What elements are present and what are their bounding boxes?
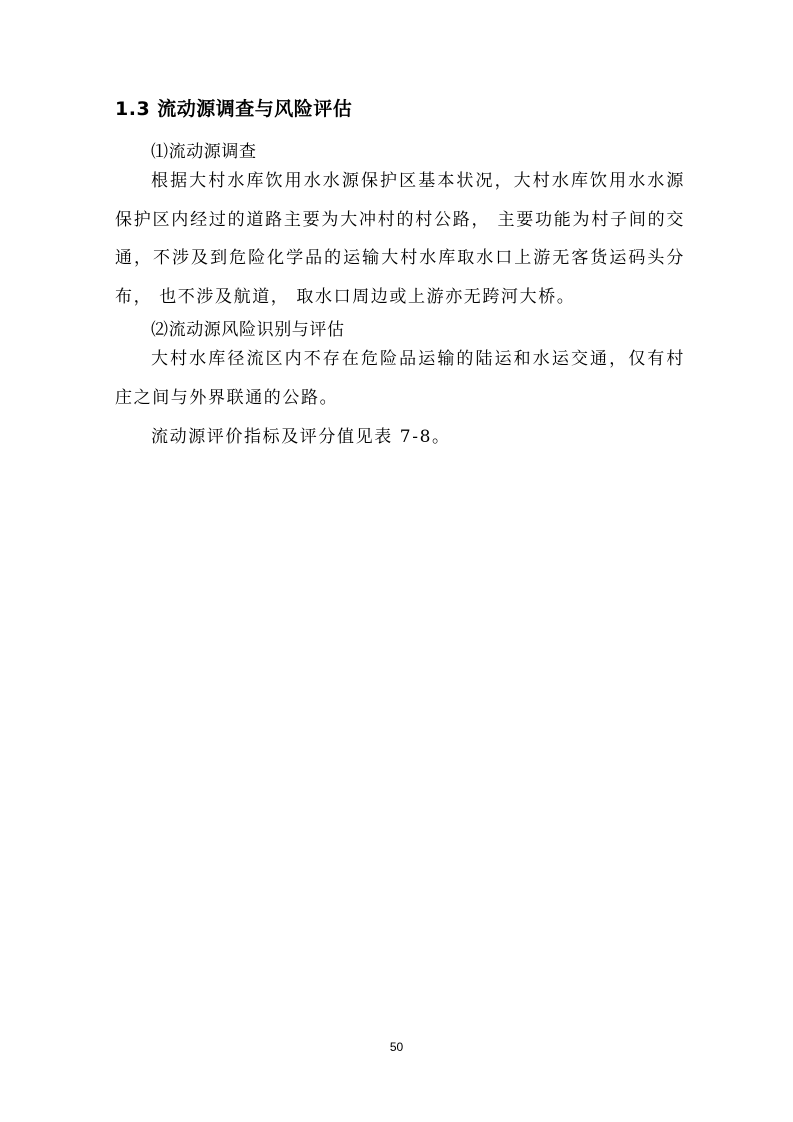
section-heading: 1.3 流动源调查与风险评估	[115, 98, 353, 120]
paragraph-table-reference: 流动源评价指标及评分值见表 7-8。	[151, 427, 451, 447]
paragraph-risk-identification: 大村水库径流区内不存在危险品运输的陆运和水运交通，仅有村庄之间与外界联通的公路。	[115, 349, 685, 408]
page-number: 50	[389, 1040, 404, 1054]
paragraph-mobile-source-survey: 根据大村水库饮用水水源保护区基本状况，大村水库饮用水水源保护区内经过的道路主要为大冲村的村公路， 主要功能为村子间的交通，不涉及到危险化学品的运输大村水库取水口上游无客货运码头分布， 也不涉及航道， 取水口周边或上游亦无跨河大桥。	[115, 171, 685, 307]
subsection-title-mobile-source-survey: ⑴流动源调查	[151, 142, 257, 162]
subsection-title-risk-identification: ⑵流动源风险识别与评估	[151, 320, 345, 340]
